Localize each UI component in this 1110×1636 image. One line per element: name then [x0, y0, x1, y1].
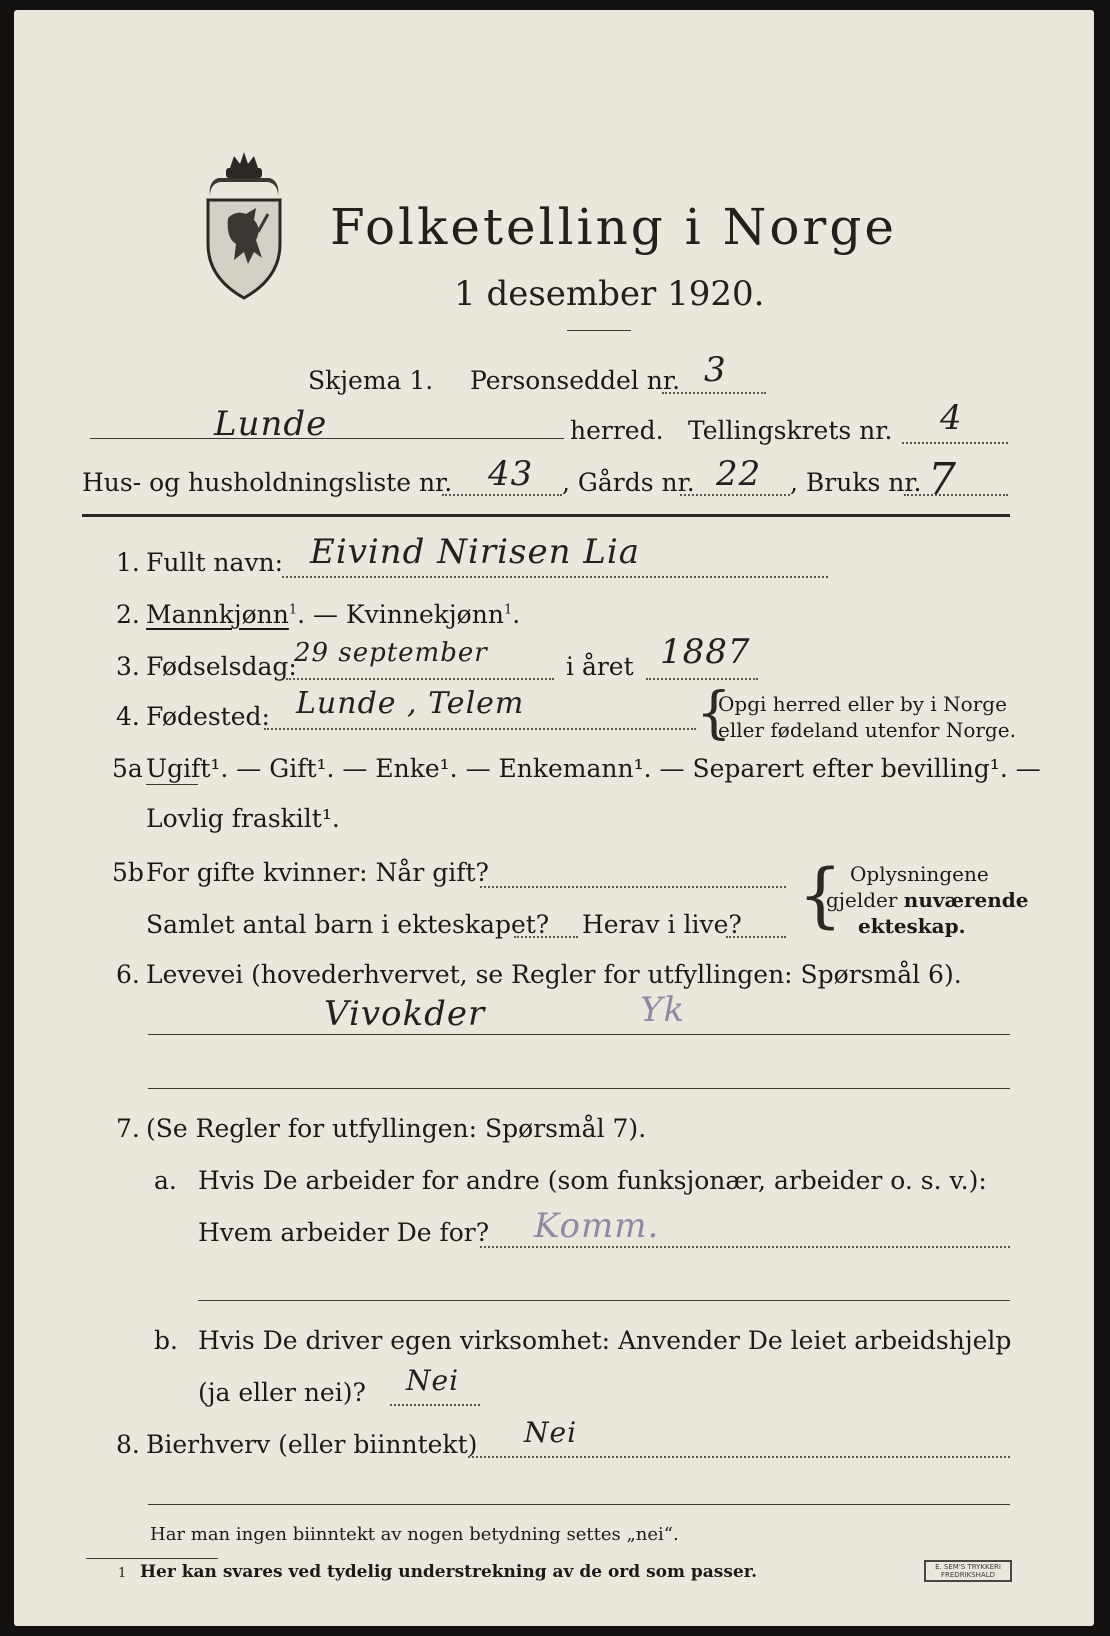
q7b-text: Hvis De driver egen virksomhet: Anvender De leiet arbeidshjelp	[198, 1326, 1012, 1355]
q3-birthday-value[interactable]: 29 september	[294, 638, 488, 668]
gards-label: , Gårds nr.	[562, 468, 695, 497]
q6-occupation-code: Yk	[640, 990, 686, 1030]
q7a-line1	[480, 1246, 1010, 1248]
q7a-letter: a.	[154, 1166, 177, 1195]
q6-number: 6.	[116, 960, 140, 989]
tellingskrets-value[interactable]: 4	[940, 398, 963, 438]
gards-value[interactable]: 22	[716, 454, 762, 494]
q5b-children-label: Samlet antal barn i ekteskapet?	[146, 910, 550, 939]
q5a-ugift-underline	[146, 784, 198, 785]
footnote-text: Her kan svares ved tydelig understrekning av de ord som passer.	[140, 1562, 758, 1582]
gards-line	[680, 494, 790, 496]
q8-line	[468, 1456, 1010, 1458]
schema-label: Skjema 1.	[308, 366, 434, 395]
q4-brace: {	[696, 681, 732, 746]
tellingskrets-line	[902, 442, 1008, 444]
q5b-note-line2: gjelder nuværende	[826, 888, 1029, 912]
q7b-question: (ja eller nei)?	[198, 1378, 366, 1407]
q3-year-label: i året	[566, 652, 634, 681]
q8-label: Bierhverv (eller biinntekt)	[146, 1430, 478, 1459]
q4-label: Fødested:	[146, 702, 270, 731]
q6-occupation-value[interactable]: Vivokder	[324, 994, 486, 1034]
personseddel-label: Personseddel nr.	[470, 366, 681, 395]
hus-line	[442, 494, 562, 496]
q1-line	[282, 576, 828, 578]
q1-full-name-value[interactable]: Eivind Nirisen Lia	[310, 532, 640, 572]
q3-day-line	[286, 678, 554, 680]
q7-number: 7.	[116, 1114, 140, 1143]
census-form-sheet	[14, 10, 1094, 1626]
personseddel-value[interactable]: 3	[704, 350, 727, 390]
q7-label: (Se Regler for utfyllingen: Spørsmål 7).	[146, 1114, 647, 1143]
q5b-number: 5b	[112, 858, 144, 887]
q7a-line2	[198, 1300, 1010, 1301]
footer-note: Har man ingen biinntekt av nogen betydning settes „nei“.	[150, 1524, 679, 1545]
q5b-brace: {	[798, 854, 843, 936]
q5b-alive-line	[726, 936, 786, 938]
tellingskrets-label: Tellingskrets nr.	[688, 416, 893, 445]
q4-number: 4.	[116, 702, 140, 731]
q8-line2	[148, 1504, 1010, 1505]
q3-year-line	[646, 678, 758, 680]
q4-line	[264, 728, 696, 730]
hus-label: Hus- og husholdningsliste nr.	[82, 468, 453, 497]
q5b-when-line	[480, 886, 786, 888]
q7a-text: Hvis De arbeider for andre (som funksjonær, arbeider o. s. v.):	[198, 1166, 987, 1195]
footnote-number: 1	[118, 1566, 127, 1581]
q7b-line	[390, 1404, 480, 1406]
bruks-label: , Bruks nr.	[790, 468, 922, 497]
q5b-alive-label: Herav i live?	[582, 910, 742, 939]
q4-note-line2: eller fødeland utenfor Norge.	[718, 718, 1016, 742]
form-title: Folketelling i Norge	[330, 198, 897, 256]
q7b-letter: b.	[154, 1326, 178, 1355]
q5b-when-married: For gifte kvinner: Når gift?	[146, 858, 489, 887]
q2-male-option[interactable]: Mannkjønn	[146, 600, 289, 629]
q3-label: Fødselsdag:	[146, 652, 297, 681]
q2-number: 2.	[116, 600, 140, 629]
q7b-answer-value[interactable]: Nei	[406, 1364, 460, 1397]
q6-line2	[148, 1088, 1010, 1089]
q7a-employer-value[interactable]: Komm.	[534, 1206, 660, 1246]
q3-number: 3.	[116, 652, 140, 681]
bruks-value[interactable]: 7	[928, 454, 957, 505]
norway-coat-of-arms-icon	[200, 148, 288, 300]
q6-label: Levevei (hovederhvervet, se Regler for utfyllingen: Spørsmål 6).	[146, 960, 962, 989]
herred-value[interactable]: Lunde	[214, 404, 328, 444]
q5a-number: 5a	[112, 754, 143, 783]
title-divider	[567, 330, 631, 331]
q3-year-value[interactable]: 1887	[660, 632, 751, 672]
printer-stamp: E. SEM'S TRYKKERI FREDRIKSHALD	[924, 1560, 1012, 1582]
hus-value[interactable]: 43	[488, 454, 534, 494]
q4-note-line1: Opgi herred eller by i Norge	[718, 692, 1007, 716]
q5a-line2[interactable]: Lovlig fraskilt¹.	[146, 804, 340, 833]
personseddel-line	[662, 392, 766, 394]
form-date: 1 desember 1920.	[454, 274, 765, 314]
q1-label: Fullt navn:	[146, 548, 284, 577]
q1-number: 1.	[116, 548, 140, 577]
q2-sex-options: Mannkjønn$^1$. — Kvinnekjønn$^1$.	[146, 600, 521, 629]
header-rule	[82, 514, 1010, 517]
footnote-divider	[86, 1558, 218, 1559]
q7a-question: Hvem arbeider De for?	[198, 1218, 490, 1247]
q8-value[interactable]: Nei	[524, 1416, 578, 1449]
q8-number: 8.	[116, 1430, 140, 1459]
q5b-note-line1: Oplysningene	[850, 862, 989, 886]
q4-birthplace-value[interactable]: Lunde , Telem	[296, 686, 525, 721]
q5b-note-line3: ekteskap.	[858, 914, 966, 938]
q6-line1	[148, 1034, 1010, 1035]
q2-female-option[interactable]: Kvinnekjønn	[345, 600, 504, 629]
q5b-children-line	[514, 936, 578, 938]
q5a-marital-options[interactable]: Ugift¹. — Gift¹. — Enke¹. — Enkemann¹. — Separert efter bevilling¹. —	[146, 754, 1041, 783]
herred-label: herred.	[570, 416, 664, 445]
